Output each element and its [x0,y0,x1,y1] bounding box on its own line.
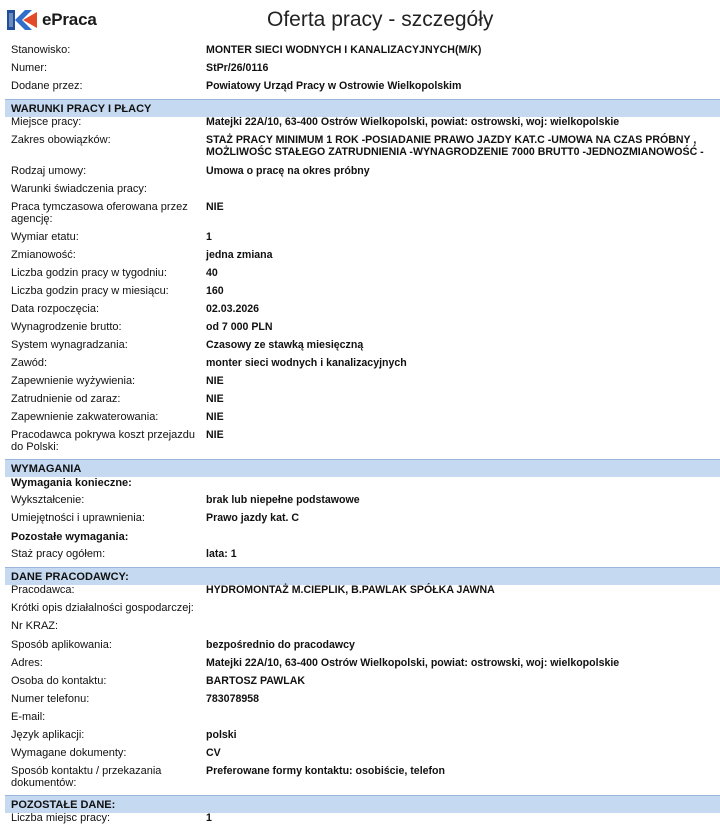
label-przejazd [5,430,206,453]
label-adres: Adres: [11,657,43,669]
row-wyzywienie [5,376,720,394]
value-wymiar: 1 [206,231,212,243]
value-zakres-line2: MOŻLIWOŚC STAŁEGO ZATRUDNIENIA -WYNAGRODZENIE 7000 BRUTT0 -JEDNOZMIANOWOŚĆ - [206,145,704,158]
value-zakres-line1: STAŻ PRACY MINIMUM 1 ROK -POSIADANIE PRAWO JAZDY KAT.C -UMOWA NA CZAS PRÓBNY , [206,134,697,146]
value-adres: Matejki 22A/10, 63-400 Ostrów Wielkopolski, powiat: ostrowski, woj: wielkopolskie [206,657,620,669]
value-jezyk: polski [206,729,237,741]
value-stanowisko: MONTER SIECI WODNYCH I KANALIZACYJNYCH(M/K) [206,44,482,56]
value-zakwaterowanie: NIE [206,411,224,423]
epraca-logo[interactable] [5,6,97,34]
row-godz-tydz [5,268,720,286]
label-tymczasowa [5,202,206,225]
section-pozostale: POZOSTAŁE DANE: [5,795,720,813]
logo-text: ePraca [42,10,97,29]
row-telefon [5,694,720,712]
value-zmianowosc: jedna zmiana [206,249,273,261]
page-title: Oferta pracy - szczegóły [267,8,494,31]
row-godz-mies [5,286,720,304]
value-liczba-miejsc: 1 [206,812,212,824]
row-tymczasowa [5,202,720,232]
value-zakres [206,135,720,158]
section-pracodawca: DANE PRACODAWCY: [5,567,720,585]
value-pracodawca: HYDROMONTAŻ M.CIEPLIK, B.PAWLAK SPÓŁKA JAWNA [206,584,495,596]
label-zakwaterowanie: Zapewnienie zakwaterowania: [11,411,159,423]
row-adres [5,658,720,676]
value-godz-mies: 160 [206,285,224,297]
row-staz [5,549,720,567]
label-pracodawca: Pracodawca: [11,584,75,596]
label-tymczasowa-line1: Praca tymczasowa oferowana przez [11,201,188,213]
value-data-rozp: 02.03.2026 [206,303,260,315]
label-warunki-sw: Warunki świadczenia pracy: [11,183,147,195]
value-zawod: monter sieci wodnych i kanalizacyjnych [206,357,407,369]
value-system: Czasowy ze stawką miesięczną [206,339,364,351]
label-opis: Krótki opis działalności gospodarczej: [11,602,194,614]
row-przejazd [5,430,720,459]
row-dokumenty [5,748,720,766]
value-przejazd: NIE [206,429,224,441]
label-osoba: Osoba do kontaktu: [11,675,107,687]
row-wyksztalcenie [5,495,720,513]
label-liczba-miejsc: Liczba miejsc pracy: [11,812,111,824]
row-system [5,340,720,358]
value-aplikowanie: bezpośrednio do pracodawcy [206,639,355,651]
label-staz: Staż pracy ogółem: [11,548,106,560]
row-zakres [5,135,720,166]
row-email [5,712,720,730]
row-miejsce [5,117,720,135]
label-wynagrodzenie: Wynagrodzenie brutto: [11,321,122,333]
value-osoba: BARTOSZ PAWLAK [206,675,306,687]
value-miejsce: Matejki 22A/10, 63-400 Ostrów Wielkopolski, powiat: ostrowski, woj: wielkopolskie [206,116,620,128]
row-pozostale-wym [5,531,720,549]
row-umiejetnosci [5,513,720,531]
label-system: System wynagradzania: [11,339,128,351]
label-jezyk: Język aplikacji: [11,729,85,741]
label-umiejetnosci: Umiejętności i uprawnienia: [11,512,145,524]
label-kontakt-line2: dokumentów: [11,776,77,789]
label-godz-mies: Liczba godzin pracy w miesiącu: [11,285,169,297]
label-data-rozp: Data rozpoczęcia: [11,303,100,315]
row-numer [5,63,720,81]
value-od-zaraz: NIE [206,393,224,405]
epraca-logo-icon [5,8,39,32]
label-telefon: Numer telefonu: [11,693,90,705]
label-przejazd-line1: Pracodawca pokrywa koszt przejazdu [11,429,196,441]
row-opis [5,603,720,621]
value-telefon: 783078958 [206,693,260,705]
offer-details [5,45,720,831]
header [5,0,720,40]
value-dodane: Powiatowy Urząd Pracy w Ostrowie Wielkopolskim [206,80,462,92]
subhead-konieczne: Wymagania konieczne: [11,477,132,489]
value-tymczasowa: NIE [206,201,224,213]
value-kontakt: Preferowane formy kontaktu: osobiście, telefon [206,765,446,777]
value-wynagrodzenie: od 7 000 PLN [206,321,273,333]
value-staz: lata: 1 [206,548,237,560]
label-od-zaraz: Zatrudnienie od zaraz: [11,393,121,405]
row-kontakt [5,766,720,795]
label-kontakt-line1: Sposób kontaktu / przekazania [11,765,162,777]
label-wymiar: Wymiar etatu: [11,231,79,243]
label-numer: Numer: [11,62,48,74]
value-dokumenty: CV [206,747,221,759]
value-wyzywienie: NIE [206,375,224,387]
row-zawod [5,358,720,376]
row-dodane [5,81,720,99]
label-zawod: Zawód: [11,357,48,369]
subhead-pozostale: Pozostałe wymagania: [11,531,129,543]
section-wymagania: WYMAGANIA [5,459,720,477]
label-zakres: Zakres obowiązków: [11,134,111,146]
label-zmianowosc: Zmianowość: [11,249,76,261]
row-stanowisko [5,45,720,63]
label-godz-tydz: Liczba godzin pracy w tygodniu: [11,267,167,279]
label-kontakt [5,766,206,789]
value-umiejetnosci: Prawo jazdy kat. C [206,512,300,524]
row-pracodawca [5,585,720,603]
label-wyzywienie: Zapewnienie wyżywienia: [11,375,136,387]
value-numer: StPr/26/0116 [206,62,269,74]
row-konieczne [5,477,720,495]
label-aplikowanie: Sposób aplikowania: [11,639,112,651]
value-rodzaj: Umowa o pracę na okres próbny [206,165,370,177]
label-email: E-mail: [11,711,46,723]
row-aplikowanie [5,640,720,658]
label-tymczasowa-line2: agencję: [11,212,53,225]
label-wyksztalcenie: Wykształcenie: [11,494,85,506]
row-liczba-miejsc [5,813,720,831]
label-przejazd-line2: do Polski: [11,440,59,453]
label-kraz: Nr KRAZ: [11,620,59,632]
row-zakwaterowanie [5,412,720,430]
row-data-rozp [5,304,720,322]
row-wynagrodzenie [5,322,720,340]
row-osoba [5,676,720,694]
row-jezyk [5,730,720,748]
row-kraz [5,621,720,640]
row-od-zaraz [5,394,720,412]
section-warunki: WARUNKI PRACY I PŁACY [5,99,720,117]
label-stanowisko: Stanowisko: [11,44,71,56]
row-rodzaj [5,166,720,184]
row-zmianowosc [5,250,720,268]
label-dodane: Dodane przez: [11,80,83,92]
row-wymiar [5,232,720,250]
label-rodzaj: Rodzaj umowy: [11,165,87,177]
label-dokumenty: Wymagane dokumenty: [11,747,127,759]
value-wyksztalcenie: brak lub niepełne podstawowe [206,494,360,506]
value-godz-tydz: 40 [206,267,218,279]
label-miejsce: Miejsce pracy: [11,116,82,128]
row-warunki-sw [5,184,720,202]
